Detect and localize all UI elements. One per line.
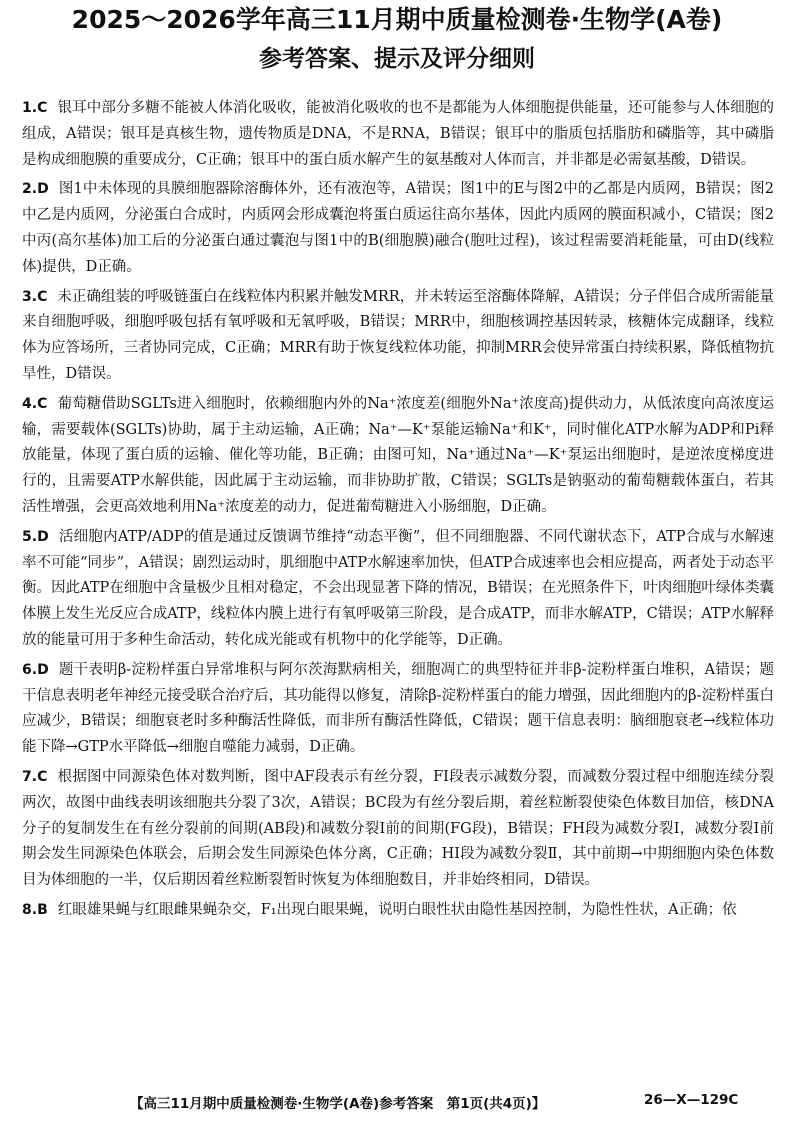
answer-number: 3. <box>22 288 38 305</box>
answer-key: C <box>37 768 48 785</box>
page-title: 2025～2026学年高三11月期中质量检测卷·生物学(A卷) <box>71 5 723 34</box>
answer-item-1 <box>22 96 774 173</box>
answer-explanation: 红眼雄果蝇与红眼雌果蝇杂交，F₁出现白眼果蝇，说明白眼性状由隐性基因控制，为隐性性状，A正确；依 <box>57 901 737 918</box>
answer-key: C <box>37 288 48 305</box>
answer-item-6 <box>22 658 774 761</box>
answer-key: B <box>37 901 48 918</box>
answer-label <box>22 662 59 678</box>
answer-explanation: 银耳中部分多糖不能被人体消化吸收，能被消化吸收的也不是都能为人体细胞提供能量，还可能参与人体细胞的组成，A错误；银耳是真核生物，遗传物质是DNA，不是RNA，B错误；银耳中的脂质包括脂肪和磷脂等，其中磷脂是构成细胞膜的重要成分，C正确；银耳中的蛋白质水解产生的氨基酸对人体而言，并非都是必需氨基酸，D错误。 <box>22 100 774 168</box>
answer-number: 7. <box>22 768 38 785</box>
answer-number: 1. <box>22 100 38 116</box>
page-subtitle: 参考答案、提示及评分细则 <box>259 46 535 72</box>
answer-key: D <box>37 528 49 545</box>
answer-key: D <box>37 661 49 678</box>
answer-item-7 <box>22 765 774 894</box>
answer-explanation: 题干表明β-淀粉样蛋白异常堆积与阿尔茨海默病相关，细胞凋亡的典型特征并非β-淀粉样蛋白堆积，A错误；题干信息表明老年神经元接受联合治疗后，其功能得以修复，清除β-淀粉样蛋白的能力增强，因此细胞内的β-淀粉样蛋白应减少，B错误；细胞衰老时多种酶活性降低，而非所有酶活性降低，C错误；题干信息表明：脑细胞衰老→线粒体功能下降→GTP水平降低→细胞自噬能力减弱，D正确。 <box>22 661 774 756</box>
answer-label <box>22 181 59 197</box>
answer-label <box>22 902 58 918</box>
answer-explanation: 根据图中同源染色体对数判断，图中AF段表示有丝分裂，FI段表示减数分裂，而减数分裂过程中细胞连续分裂两次，故图中曲线表明该细胞共分裂了3次，A错误；BC段为有丝分裂后期，着丝粒断裂使染色体数目加倍，核DNA分子的复制发生在有丝分裂前的间期(AB段)和减数分裂Ⅰ前的间期(FG段)，B错误；FH段为减数分裂Ⅰ，减数分裂Ⅰ前期会发生同源染色体联会，后期会发生同源染色体分离，C正确；HI段为减数分裂Ⅱ，其中前期→中期细胞内染色体数目为体细胞的一半，仅后期因着丝粒断裂暂时恢复为体细胞数目，并非始终相同，D错误。 <box>22 768 774 889</box>
answer-explanation: 未正确组装的呼吸链蛋白在线粒体内积累并触发MRR，并未转运至溶酶体降解，A错误；分子伴侣合成所需能量来自细胞呼吸，细胞呼吸包括有氧呼吸和无氧呼吸，B错误；MRR中，细胞核调控基因转录，核糖体完成翻译，线粒体为应答场所，三者协同完成，C正确；MRR有助于恢复线粒体功能，抑制MRR会使异常蛋白持续积累，降低植物抗旱性，D错误。 <box>22 288 774 382</box>
answer-number: 8. <box>22 901 38 918</box>
answer-key: C <box>37 395 48 412</box>
answer-label <box>22 529 59 545</box>
answer-number: 6. <box>22 661 38 678</box>
footer-page-info: 【高三11月期中质量检测卷·生物学(A卷)参考答案 第1页(共4页)】 <box>130 1096 546 1112</box>
answer-label <box>22 396 57 412</box>
answer-key: C <box>37 100 48 116</box>
answer-label <box>22 769 57 785</box>
answer-item-5 <box>22 525 774 654</box>
answer-item-2 <box>22 177 774 280</box>
answer-key: D <box>37 181 49 198</box>
answer-label <box>22 289 57 305</box>
answer-number: 4. <box>22 395 38 412</box>
answer-item-3 <box>22 285 774 388</box>
answer-explanation: 图1中未体现的具膜细胞器除溶酶体外，还有液泡等，A错误；图1中的E与图2中的乙都是内质网，B错误；图2中乙是内质网，分泌蛋白合成时，内质网会形成囊泡将蛋白质运往高尔基体，因此内质网的膜面积减小，C错误；图2中丙(高尔基体)加工后的分泌蛋白通过囊泡与图1中的B(细胞膜)融合(胞吐过程)，该过程需要消耗能量，可由D(线粒体)提供，D正确。 <box>22 181 774 275</box>
answer-list <box>22 96 774 928</box>
answer-number: 2. <box>22 181 38 198</box>
answer-item-8 <box>22 898 774 924</box>
answer-explanation: 葡萄糖借助SGLTs进入细胞时，依赖细胞内外的Na⁺浓度差(细胞外Na⁺浓度高)提供动力，从低浓度向高浓度运输，需要载体(SGLTs)协助，属于主动运输，A正确；Na⁺—K⁺泵能运输Na⁺和K⁺，同时催化ATP水解为ADP和Pi释放能量，体现了蛋白质的运输、催化等功能，B正确；由图可知，Na⁺通过Na⁺—K⁺泵运出细胞时，是逆浓度梯度进行的，且需要ATP水解供能，因此属于主动运输，而非协助扩散，C错误；SGLTs是钠驱动的葡萄糖载体蛋白，若其活性增强，会更高效地利用Na⁺浓度差的动力，促进葡萄糖进入小肠细胞，D正确。 <box>22 395 774 515</box>
footer-doc-code: 26—X—129C <box>644 1092 739 1108</box>
page-footer <box>0 1092 794 1116</box>
answer-item-4 <box>22 392 774 521</box>
answer-explanation: 活细胞内ATP/ADP的值是通过反馈调节维持“动态平衡”，但不同细胞器、不同代谢状态下，ATP合成与水解速率不可能“同步”，A错误；剧烈运动时，肌细胞中ATP水解速率加快，但ATP合成速率也会相应提高，两者处于动态平衡。因此ATP在细胞中含量极少且相对稳定，不会出现显著下降的情况，B错误；在光照条件下，叶肉细胞叶绿体类囊体膜上发生光反应合成ATP，线粒体内膜上进行有氧呼吸第三阶段，是合成ATP，而非水解ATP，C错误；ATP水解释放的能量可用于多种生命活动，转化成光能或有机物中的化学能等，D正确。 <box>22 528 774 648</box>
answer-number: 5. <box>22 528 38 545</box>
answer-label <box>22 100 57 116</box>
